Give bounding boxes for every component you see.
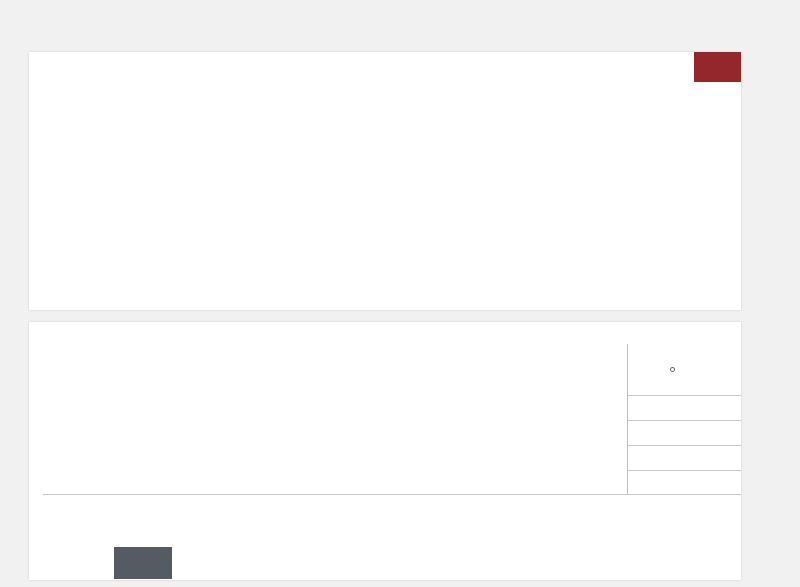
month-tab[interactable] — [694, 52, 741, 82]
month-index-tab[interactable] — [114, 547, 172, 579]
weekday-columns — [43, 82, 741, 310]
planner-top-page — [29, 52, 741, 310]
year-calendar-strip — [43, 494, 741, 580]
planner-bottom-page — [29, 322, 741, 580]
sunday-meta — [668, 367, 676, 373]
sun-icon — [670, 367, 675, 372]
divider — [628, 395, 741, 396]
writing-line — [628, 445, 741, 446]
writing-line — [628, 470, 741, 471]
writing-line — [628, 420, 741, 421]
sunday-column[interactable] — [627, 344, 741, 494]
